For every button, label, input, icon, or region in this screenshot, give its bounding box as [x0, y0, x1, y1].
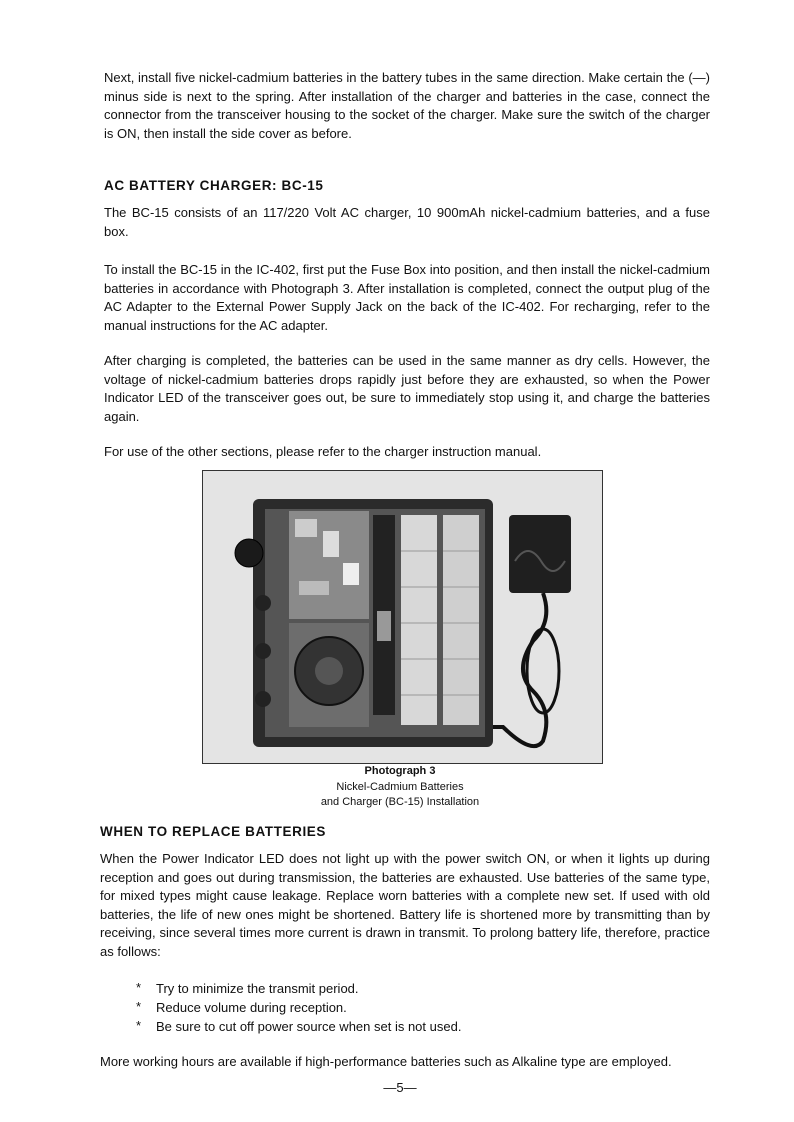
other-sections-paragraph: For use of the other sections, please refer to the charger instruction manual.	[104, 444, 542, 459]
photo-caption-line-1: Nickel-Cadmium Batteries	[336, 780, 464, 793]
list-item-text: Try to minimize the transmit period.	[156, 981, 359, 996]
bullet-marker: *	[136, 980, 142, 995]
transceiver-photo-illustration	[203, 471, 602, 763]
replace-paragraph: When the Power Indicator LED does not light up with the power switch ON, or when it lights up during reception and goes out during transmission, the batteries are exhausted. Use batteries of the same type, for mixed types might cause leakage. Replace worn batteries with a complete new set. If used with old batteries, the life of new ones might be shortened. Battery life is shortened more by transmitting than by receiving, since several times more current is drawn in transmit. To prolong battery life, therefore, practice as follows:	[100, 851, 710, 959]
bullet-marker: *	[136, 1018, 142, 1033]
closing-paragraph: More working hours are available if high-performance batteries such as Alkaline type are employed.	[100, 1054, 672, 1069]
bullet-marker: *	[136, 999, 142, 1014]
charger-heading: AC BATTERY CHARGER: BC-15	[104, 178, 324, 193]
bc15-description-paragraph: The BC-15 consists of an 117/220 Volt AC charger, 10 900mAh nickel-cadmium batteries, and a fuse box.	[104, 205, 710, 239]
battery-tips-list	[136, 979, 461, 1036]
photo-caption-title: Photograph 3	[364, 765, 436, 777]
bc15-install-paragraph: To install the BC-15 in the IC-402, first put the Fuse Box into position, and then install the nickel-cadmium batteries in accordance with Photograph 3. After installation is completed, connect the output plug of the AC Adapter to the External Power Supply Jack on the back of the IC-402. For recharging, refer to the manual instructions for the AC adapter.	[104, 262, 710, 333]
photo-caption-line-2: and Charger (BC-15) Installation	[320, 796, 480, 808]
list-item-text: Be sure to cut off power source when set is not used.	[156, 1019, 462, 1034]
replace-heading: WHEN TO REPLACE BATTERIES	[100, 824, 327, 839]
intro-paragraph: Next, install five nickel-cadmium batteries in the battery tubes in the same direction. Make certain the (—) minus side is next to the spring. After installation of the charger and batteries in the case, connect the connector from the transceiver housing to the socket of the charger. Make sure the switch of the charger is ON, then install the side cover as before.	[104, 70, 710, 141]
after-charging-paragraph: After charging is completed, the batteries can be used in the same manner as dry cells. However, the voltage of nickel-cadmium batteries drops rapidly just before they are exhausted, so when the Power Indicator LED of the transceiver goes out, be sure to immediately stop using it, and charge the batteries again.	[104, 353, 710, 424]
list-item	[136, 1017, 461, 1036]
page-number: —5—	[383, 1080, 417, 1095]
list-item-text: Reduce volume during reception.	[156, 1000, 347, 1015]
photo-caption	[250, 764, 550, 811]
list-item	[136, 979, 461, 998]
photograph-3	[202, 470, 603, 764]
list-item	[136, 998, 461, 1017]
